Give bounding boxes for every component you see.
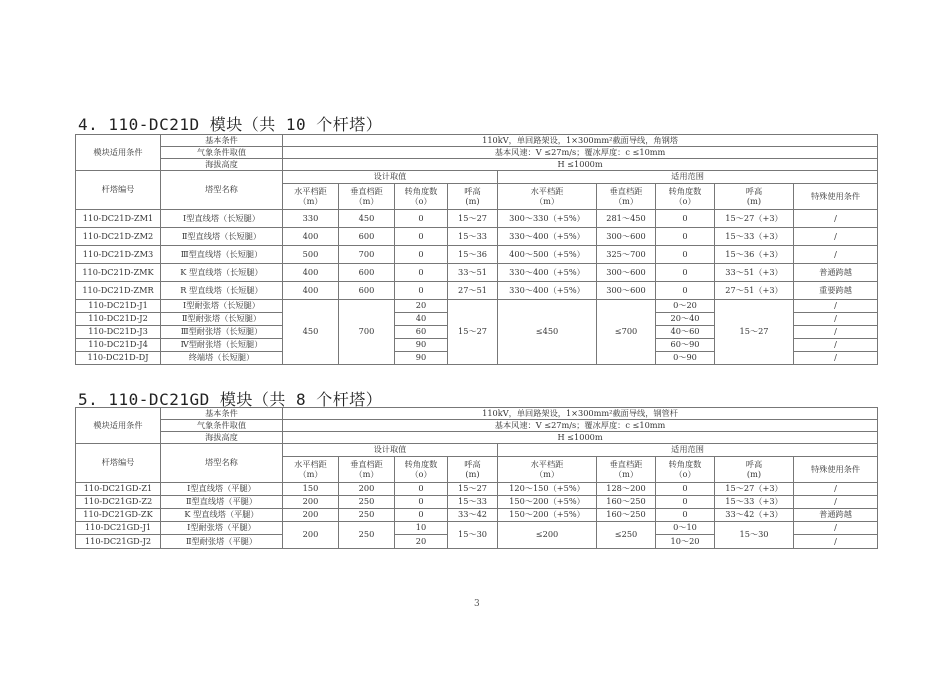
angle: 0 — [395, 228, 448, 246]
v-span: 700 — [339, 300, 395, 365]
tower-id: 110-DC21GD-Z2 — [76, 496, 161, 509]
range-height: 15～27（+3） — [715, 210, 794, 228]
special: / — [794, 352, 878, 365]
cond-value: 110kV，单回路架设，1×300mm²截面导线，钢管杆 — [283, 408, 878, 420]
header-tower-id: 杆塔编号 — [76, 444, 161, 483]
angle: 0 — [395, 509, 448, 522]
range-angle: 0～90 — [656, 352, 715, 365]
height: 15～33 — [448, 228, 498, 246]
special: / — [794, 535, 878, 549]
header-design: 设计取值 — [283, 444, 498, 457]
range-height: 15～27（+3） — [715, 483, 794, 496]
header-range-height: 呼高 (m) — [715, 184, 794, 210]
header-range-v-span: 垂直档距 （m） — [597, 184, 656, 210]
range-angle: 0 — [656, 496, 715, 509]
angle: 20 — [395, 535, 448, 549]
tower-name: 终端塔（长短腿） — [161, 352, 283, 365]
angle: 0 — [395, 496, 448, 509]
special: / — [794, 228, 878, 246]
range-height: 33～51（+3） — [715, 264, 794, 282]
range-angle: 0 — [656, 210, 715, 228]
cond-label: 基本条件 — [161, 135, 283, 147]
special: / — [794, 210, 878, 228]
h-span: 500 — [283, 246, 339, 264]
conditions-label: 模块适用条件 — [76, 135, 161, 171]
table-row — [76, 300, 878, 313]
range-v-span: 160～250 — [597, 509, 656, 522]
range-angle: 0 — [656, 483, 715, 496]
v-span: 250 — [339, 496, 395, 509]
range-h-span: 150～200（+5%） — [498, 509, 597, 522]
height: 15～27 — [448, 210, 498, 228]
header-range: 适用范围 — [498, 444, 878, 457]
height: 15～30 — [448, 522, 498, 549]
range-v-span: 160～250 — [597, 496, 656, 509]
special: 普通跨越 — [794, 509, 878, 522]
tower-name: Ⅰ型直线塔（平腿） — [161, 483, 283, 496]
section-4-table — [75, 134, 878, 365]
h-span: 200 — [283, 522, 339, 549]
table-row — [76, 228, 878, 246]
angle: 40 — [395, 313, 448, 326]
header-angle: 转角度数 （o） — [395, 184, 448, 210]
special: 普通跨越 — [794, 264, 878, 282]
range-angle: 0 — [656, 264, 715, 282]
tower-name: Ⅱ型耐张塔（平腿） — [161, 535, 283, 549]
tower-name: Ⅱ型耐张塔（长短腿） — [161, 313, 283, 326]
cond-label: 海拔高度 — [161, 159, 283, 171]
tower-name: Ⅱ型直线塔（长短腿） — [161, 228, 283, 246]
range-angle: 20～40 — [656, 313, 715, 326]
angle: 0 — [395, 246, 448, 264]
cond-label: 气象条件取值 — [161, 420, 283, 432]
range-height: 15～30 — [715, 522, 794, 549]
header-design: 设计取值 — [283, 171, 498, 184]
table-row — [76, 496, 878, 509]
h-span: 400 — [283, 228, 339, 246]
page-number: 3 — [474, 599, 480, 609]
table-row — [76, 509, 878, 522]
range-h-span: 400～500（+5%） — [498, 246, 597, 264]
v-span: 200 — [339, 483, 395, 496]
header-range-v-span: 垂直档距 （m） — [597, 457, 656, 483]
range-height: 27～51（+3） — [715, 282, 794, 300]
cond-label: 海拔高度 — [161, 432, 283, 444]
tower-name: K 型直线塔（平腿） — [161, 509, 283, 522]
range-angle: 0 — [656, 509, 715, 522]
section-5-title: 5. 110-DC21GD 模块（共 8 个杆塔） — [78, 390, 383, 409]
range-h-span: 150～200（+5%） — [498, 496, 597, 509]
range-v-span: 300～600 — [597, 264, 656, 282]
cond-label: 基本条件 — [161, 408, 283, 420]
angle: 60 — [395, 326, 448, 339]
angle: 0 — [395, 483, 448, 496]
header-special: 特殊使用条件 — [794, 184, 878, 210]
v-span: 600 — [339, 264, 395, 282]
range-h-span: 300～330（+5%） — [498, 210, 597, 228]
height: 33～42 — [448, 509, 498, 522]
section-4-title: 4. 110-DC21D 模块（共 10 个杆塔） — [78, 115, 383, 134]
special: / — [794, 246, 878, 264]
height: 27～51 — [448, 282, 498, 300]
tower-id: 110-DC21D-J2 — [76, 313, 161, 326]
tower-id: 110-DC21D-DJ — [76, 352, 161, 365]
header-h-span: 水平档距 （m） — [283, 184, 339, 210]
special: / — [794, 483, 878, 496]
range-v-span: 325～700 — [597, 246, 656, 264]
table-row — [76, 483, 878, 496]
tower-name: Ⅱ型直线塔（平腿） — [161, 496, 283, 509]
table-row — [76, 282, 878, 300]
range-v-span: ≤250 — [597, 522, 656, 549]
tower-name: Ⅲ型直线塔（长短腿） — [161, 246, 283, 264]
h-span: 400 — [283, 264, 339, 282]
angle: 0 — [395, 282, 448, 300]
range-v-span: ≤700 — [597, 300, 656, 365]
header-special: 特殊使用条件 — [794, 457, 878, 483]
height: 33～51 — [448, 264, 498, 282]
special: / — [794, 300, 878, 313]
tower-id: 110-DC21D-ZMK — [76, 264, 161, 282]
angle: 20 — [395, 300, 448, 313]
range-v-span: 128～200 — [597, 483, 656, 496]
section-5-table — [75, 407, 878, 549]
cond-value: 基本风速：V ≤27m/s；覆冰厚度：c ≤10mm — [283, 147, 878, 159]
conditions-label: 模块适用条件 — [76, 408, 161, 444]
tower-name: Ⅲ型耐张塔（长短腿） — [161, 326, 283, 339]
h-span: 200 — [283, 509, 339, 522]
range-angle: 0～20 — [656, 300, 715, 313]
h-span: 200 — [283, 496, 339, 509]
range-height: 15～36（+3） — [715, 246, 794, 264]
cond-value: 基本风速：V ≤27m/s；覆冰厚度：c ≤10mm — [283, 420, 878, 432]
range-height: 15～33（+3） — [715, 228, 794, 246]
tower-id: 110-DC21GD-ZK — [76, 509, 161, 522]
cond-label: 气象条件取值 — [161, 147, 283, 159]
cond-value: H ≤1000m — [283, 432, 878, 444]
h-span: 400 — [283, 282, 339, 300]
range-h-span: 330～400（+5%） — [498, 264, 597, 282]
header-tower-id: 杆塔编号 — [76, 171, 161, 210]
special: / — [794, 339, 878, 352]
tower-id: 110-DC21GD-J1 — [76, 522, 161, 535]
range-height: 15～33（+3） — [715, 496, 794, 509]
header-h-span: 水平档距 （m） — [283, 457, 339, 483]
range-h-span: ≤450 — [498, 300, 597, 365]
header-v-span: 垂直档距 （m） — [339, 457, 395, 483]
v-span: 700 — [339, 246, 395, 264]
header-range-angle: 转角度数 （o） — [656, 457, 715, 483]
table-row — [76, 246, 878, 264]
special: / — [794, 522, 878, 535]
header-height: 呼高 (m) — [448, 457, 498, 483]
v-span: 250 — [339, 509, 395, 522]
table-row — [76, 264, 878, 282]
cond-value: H ≤1000m — [283, 159, 878, 171]
header-range-height: 呼高 (m) — [715, 457, 794, 483]
special: / — [794, 496, 878, 509]
tower-id: 110-DC21D-J3 — [76, 326, 161, 339]
header-range-h-span: 水平档距 （m） — [498, 457, 597, 483]
special: / — [794, 313, 878, 326]
angle: 0 — [395, 264, 448, 282]
range-angle: 0 — [656, 282, 715, 300]
v-span: 600 — [339, 282, 395, 300]
special: / — [794, 326, 878, 339]
special: 重要跨越 — [794, 282, 878, 300]
range-angle: 60～90 — [656, 339, 715, 352]
range-v-span: 281～450 — [597, 210, 656, 228]
range-height: 15～27 — [715, 300, 794, 365]
range-v-span: 300～600 — [597, 228, 656, 246]
table-row — [76, 522, 878, 535]
range-angle: 0 — [656, 246, 715, 264]
tower-id: 110-DC21D-ZMR — [76, 282, 161, 300]
header-height: 呼高 (m) — [448, 184, 498, 210]
header-range-h-span: 水平档距 （m） — [498, 184, 597, 210]
range-height: 33～42（+3） — [715, 509, 794, 522]
header-v-span: 垂直档距 （m） — [339, 184, 395, 210]
tower-name: Ⅰ型耐张塔（平腿） — [161, 522, 283, 535]
angle: 90 — [395, 352, 448, 365]
tower-name: R 型直线塔（长短腿） — [161, 282, 283, 300]
range-h-span: 120～150（+5%） — [498, 483, 597, 496]
range-angle: 10～20 — [656, 535, 715, 549]
height: 15～36 — [448, 246, 498, 264]
range-angle: 40～60 — [656, 326, 715, 339]
v-span: 450 — [339, 210, 395, 228]
range-h-span: ≤200 — [498, 522, 597, 549]
range-angle: 0 — [656, 228, 715, 246]
angle: 90 — [395, 339, 448, 352]
tower-id: 110-DC21D-J1 — [76, 300, 161, 313]
height: 15～27 — [448, 300, 498, 365]
tower-id: 110-DC21D-J4 — [76, 339, 161, 352]
tower-id: 110-DC21D-ZM2 — [76, 228, 161, 246]
header-tower-name: 塔型名称 — [161, 444, 283, 483]
angle: 10 — [395, 522, 448, 535]
range-angle: 0～10 — [656, 522, 715, 535]
tower-id: 110-DC21GD-J2 — [76, 535, 161, 549]
tower-name: K 型直线塔（长短腿） — [161, 264, 283, 282]
range-h-span: 330～400（+5%） — [498, 282, 597, 300]
header-range: 适用范围 — [498, 171, 878, 184]
tower-id: 110-DC21D-ZM1 — [76, 210, 161, 228]
cond-value: 110kV，单回路架设，1×300mm²截面导线，角钢塔 — [283, 135, 878, 147]
v-span: 600 — [339, 228, 395, 246]
h-span: 150 — [283, 483, 339, 496]
h-span: 330 — [283, 210, 339, 228]
tower-id: 110-DC21GD-Z1 — [76, 483, 161, 496]
tower-id: 110-DC21D-ZM3 — [76, 246, 161, 264]
v-span: 250 — [339, 522, 395, 549]
height: 15～33 — [448, 496, 498, 509]
tower-name: Ⅰ型直线塔（长短腿） — [161, 210, 283, 228]
angle: 0 — [395, 210, 448, 228]
range-v-span: 300～600 — [597, 282, 656, 300]
table-row — [76, 210, 878, 228]
header-tower-name: 塔型名称 — [161, 171, 283, 210]
h-span: 450 — [283, 300, 339, 365]
tower-name: Ⅰ型耐张塔（长短腿） — [161, 300, 283, 313]
range-h-span: 330～400（+5%） — [498, 228, 597, 246]
height: 15～27 — [448, 483, 498, 496]
header-angle: 转角度数 （o） — [395, 457, 448, 483]
tower-name: Ⅳ型耐张塔（长短腿） — [161, 339, 283, 352]
header-range-angle: 转角度数 （o） — [656, 184, 715, 210]
